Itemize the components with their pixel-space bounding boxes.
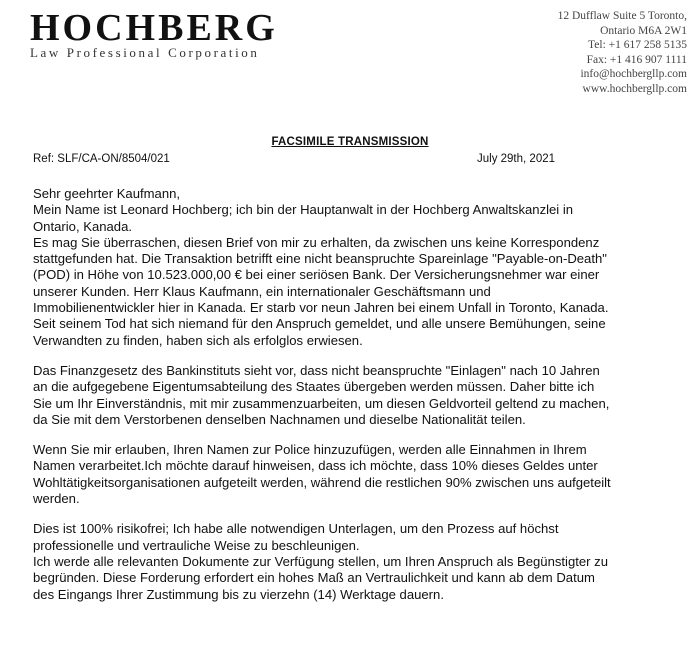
letter-paragraph <box>33 186 688 349</box>
fax-line: Fax: +1 416 907 1111 <box>586 53 687 66</box>
paragraph-line: Verwandten zu finden, haben sich als erfolglos erwiesen. <box>33 332 363 348</box>
firm-logo-name: HOCHBERG <box>30 7 278 49</box>
address-line: Ontario M6A 2W1 <box>600 24 687 37</box>
paragraph-line: Ich werde alle relevanten Dokumente zur Verfügung stellen, um Ihren Anspruch als Begünstigter zu <box>33 553 608 569</box>
letter-paragraph <box>33 363 688 428</box>
paragraph-line: Sehr geehrter Kaufmann, <box>33 186 181 201</box>
email-line: info@hochbergllp.com <box>580 68 687 81</box>
paragraph-line: Wenn Sie mir erlauben, Ihren Namen zur Police hinzuzufügen, werden alle Einnahmen in Ihrem <box>33 442 587 458</box>
reference-number: Ref: SLF/CA-ON/8504/021 <box>33 153 170 165</box>
firm-logo-subtitle: Law Professional Corporation <box>30 45 260 60</box>
paragraph-line: Immobilienentwickler hier in Kanada. Er starb vor neun Jahren bei einem Unfall in Toronto, Kanada. <box>33 300 609 316</box>
address-line: 12 Dufflaw Suite 5 Toronto, <box>557 10 687 22</box>
paragraph-line: Das Finanzgesetz des Bankinstituts sieht vor, dass nicht beanspruchte "Einlagen" nach 10 Jahren <box>33 362 600 378</box>
paragraph-line: des Eingangs Ihrer Zustimmung bis zu vierzehn (14) Werktage dauern. <box>33 586 444 602</box>
fax-title: FACSIMILE TRANSMISSION <box>271 136 429 148</box>
paragraph-line: (POD) in Höhe von 10.523.000,00 € bei einer seriösen Bank. Der Versicherungsnehmer war einer <box>33 267 600 283</box>
paragraph-line: Sie um Ihr Einverständnis, mit mir zusammenzuarbeiten, um diesen Geldvorteil geltend zu machen, <box>33 395 610 411</box>
paragraph-line: Es mag Sie überraschen, diesen Brief von mir zu erhalten, da zwischen uns keine Korrespondenz <box>33 234 600 250</box>
paragraph-line: stattgefunden hat. Die Transaktion betrifft eine nicht beanspruchte Spareinlage "Payable-on-Death" <box>33 251 607 267</box>
paragraph-line: Wohltätigkeitsorganisationen aufgeteilt werden, während die restlichen 90% zwischen uns aufgeteilt <box>33 474 611 490</box>
paragraph-gap <box>33 428 688 442</box>
paragraph-line: begründen. Diese Forderung erfordert ein hohes Maß an Vertraulichkeit und kann ab dem Datum <box>33 570 595 586</box>
letterhead-brand <box>30 9 278 60</box>
paragraph-line: Ontario, Kanada. <box>33 218 132 234</box>
letterhead-address <box>558 9 687 97</box>
paragraph-gap <box>33 349 688 363</box>
paragraph-line: Mein Name ist Leonard Hochberg; ich bin der Hauptanwalt in der Hochberg Anwaltskanzlei in <box>33 202 574 218</box>
paragraph-line: professionelle und vertrauliche Weise zu beschleunigen. <box>33 537 360 553</box>
paragraph-line: da Sie mit dem Verstorbenen denselben Nachnamen und dieselbe Nationalität teilen. <box>33 411 526 427</box>
paragraph-gap <box>33 507 688 521</box>
paragraph-line: Seit seinem Tod hat sich niemand für den Anspruch gemeldet, und alle unsere Bemühungen, seine <box>33 316 606 332</box>
letter-paragraph <box>33 442 688 507</box>
website-line: www.hochbergllp.com <box>582 82 687 95</box>
paragraph-line: Dies ist 100% risikofrei; Ich habe alle notwendigen Unterlagen, um den Prozess auf höchst <box>33 521 559 537</box>
letter-paragraph <box>33 521 688 602</box>
paragraph-line: unserer Kunden. Herr Klaus Kaufmann, ein internationaler Geschäftsmann und <box>33 283 491 299</box>
paragraph-line: Namen verarbeitet.Ich möchte darauf hinweisen, dass ich möchte, dass 10% dieses Geldes unter <box>33 458 598 474</box>
paragraph-line: an die aufgegebene Eigentumsabteilung des Staates übergeben werden müssen. Daher bitte ich <box>33 379 595 395</box>
phone-line: Tel: +1 617 258 5135 <box>588 39 687 52</box>
paragraph-line: werden. <box>33 491 80 507</box>
letter-body <box>33 186 688 603</box>
letter-date: July 29th, 2021 <box>477 153 556 165</box>
